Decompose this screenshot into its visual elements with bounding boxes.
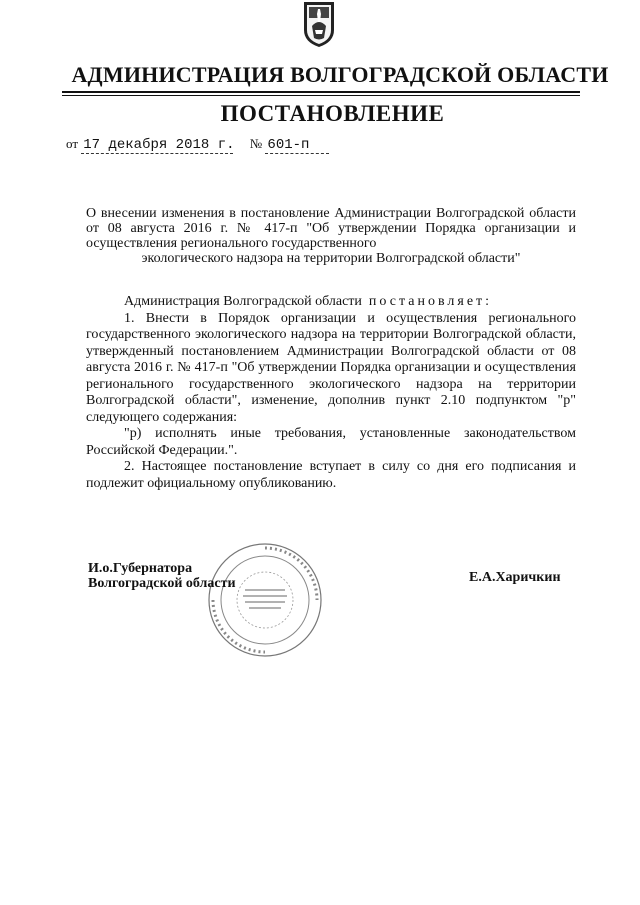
- decree-word: постановляет:: [368, 294, 493, 309]
- number-label: №: [249, 136, 263, 151]
- preamble-paragraph: [86, 294, 576, 311]
- preamble-text: Администрация Волгоградской области: [124, 294, 362, 309]
- header-rule-thick: [62, 91, 580, 93]
- document-type: ПОСТАНОВЛЕНИЕ: [220, 101, 445, 126]
- date-number-line: [66, 136, 329, 154]
- subject-text-last-line: экологического надзора на территории Волгоградской области": [141, 251, 521, 266]
- subject-text: О внесении изменения в постановление Администрации Волгоградской области от 08 августа 2016 г. № 417-п "Об утверждении Порядка организации и осуществления регионального государственного: [86, 206, 576, 251]
- document-number: 601-п: [265, 137, 329, 154]
- signatory-name: Е.А.Харичкин: [469, 570, 561, 585]
- official-stamp: [205, 540, 325, 660]
- item-1-quote: "р) исполнять иные требования, установленные законодательством Российской Федерации.".: [86, 426, 576, 458]
- item-2-paragraph: 2. Настоящее постановление вступает в силу со дня его подписания и подлежит официальному опубликованию.: [86, 459, 576, 491]
- header-rule-thin: [62, 95, 580, 96]
- item-1-paragraph: 1. Внести в Порядок организации и осуществления регионального государственного экологического надзора на территории Волгоградской области, утвержденный постановлением Администрации Волгоградской области от 08 августа 2016 г. № 417-п "Об утверждении Порядка организации и осуществления регионального государственного экологического надзора на территории Волгоградской области", изменение, дополнив пункт 2.10 подпунктом "р" следующего содержания:: [86, 310, 576, 425]
- document-subject: [86, 206, 576, 266]
- authority-title: АДМИНИСТРАЦИЯ ВОЛГОГРАДСКОЙ ОБЛАСТИ: [71, 62, 609, 87]
- volgograd-coat-of-arms-icon: [300, 0, 338, 48]
- signatory-title: [88, 561, 236, 591]
- document-body: [86, 294, 576, 492]
- date-from-label: от: [66, 136, 79, 151]
- signatory-title-line1: И.о.Губернатора: [88, 561, 193, 576]
- document-date: 17 декабря 2018 г.: [83, 137, 235, 153]
- signatory-title-line2: Волгоградской области: [88, 576, 236, 591]
